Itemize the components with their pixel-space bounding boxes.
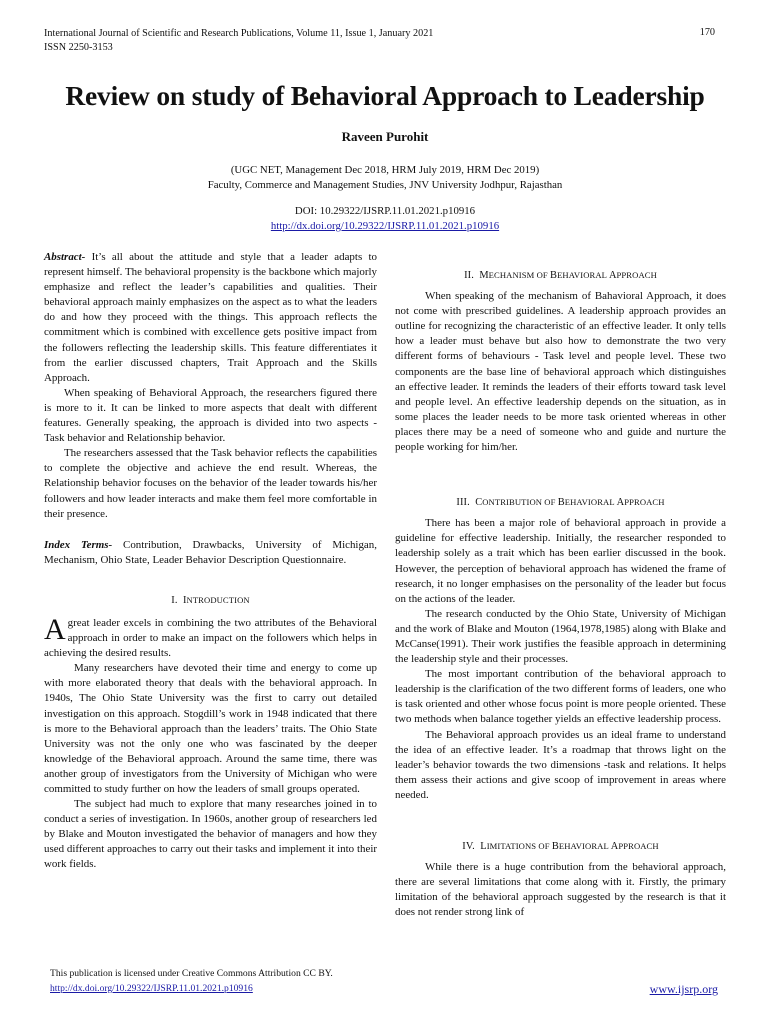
intro-paragraph-1: Agreat leader excels in combining the two attributes of the Behavioral approach in order to make an impact on the followers which helps in achieving the desired results. [44,612,377,660]
section-heading-introduction: I. INTRODUCTION [171,594,250,606]
contribution-paragraph-4: The Behavioral approach provides us an ideal frame to understand the idea of an effective leader. It’s a roadmap that throws light on the leader’s behavior towards the two dimensions -task and relations. It helps them assess their actions and give scoop of improvement in areas where needed. [395,728,726,801]
section-heading-mechanism: II. MECHANISM OF BEHAVIORAL APPROACH [464,270,657,281]
page-number: 170 [699,27,715,38]
contribution-paragraph-2: The research conducted by the Ohio State, University of Michigan and the work of Blake and Mouton (1964,1978,1985) along with Blake and McCanse(1991). Their work justifies the feasible approach in determining the leadership style and their processes. [395,607,726,666]
intro-paragraph-3: The subject had much to explore that many researches joined in to conduct a series of investigation. In 1960s, another group of researchers led by Blake and Mouton investigated the behavior of managers and how they used different approaches to carry out their tasks and implement it into their work fields. [44,798,377,871]
limitations-paragraph-1: While there is a huge contribution from the behavioral approach, there are several limitations that come along with it. Firstly, the primary limitation of the behavioral approach suggested by the research is that it does not render strong link of [395,861,726,919]
affiliation [0,163,770,193]
index-terms: Index Terms- Contribution, Drawbacks, University of Michigan, Mechanism, Ohio State, Leader Behavior Description Questionnaire. [44,538,377,566]
paper-title: Review on study of Behavioral Approach to Leadership [65,80,705,111]
author-name: Raveen Purohit [341,129,429,144]
doi-link[interactable]: http://dx.doi.org/10.29322/IJSRP.11.01.2021.p10916 [270,220,500,232]
drop-cap: A [44,612,66,646]
index-terms-label: Index Terms- [44,538,113,551]
doi-block [0,204,770,234]
issn: ISSN 2250-3153 [44,41,113,53]
license-text: This publication is licensed under Creative Commons Attribution CC BY. [50,968,333,979]
intro-paragraph-2: Many researchers have devoted their time and energy to come up with more elaborated theory that deals with the behavioral approach. In 1940s, The Ohio State University was the first to carry out detailed investigation on this approach. Stogdill’s work in 1948 indicated that there is more to the Behavioral approach than the leaders’ traits. The Ohio State University was not the only one who was fascinated by the deeper knowledge of the Behavioral approach. Around the same time, there was another group of investigators from the University of Michigan who were committed to study further on how the leaders of small groups operated. [44,662,377,795]
affiliation-line-2: Faculty, Commerce and Management Studies, JNV University Jodhpur, Rajasthan [207,179,563,191]
footer-doi-link[interactable]: http://dx.doi.org/10.29322/IJSRP.11.01.2021.p10916 [50,983,253,994]
website [650,982,718,997]
abstract-paragraph-1: Abstract- It’s all about the attitude and style that a leader adapts to represent himself. The behavioral propensity is the backbone which majorly emphasize and reflect the leader’s capabilities and qualities. Their behavioral approach mainly emphasizes on the aspect as to what the leaders do and how they proceed with the things. This approach reflects the commitment which is combined with excellence gets positive impact from the followers reflecting the leadership skills. This feature differentiates it from the earlier discussed chapters, Trait Approach and the Skills Approach. [44,251,377,384]
website-link[interactable]: www.ijsrp.org [649,982,718,996]
contribution-paragraph-1: There has been a major role of behavioral approach in provide a guideline for effective leadership. Initially, the researcher responded to leadership solely as a trait which has been earlier discussed in the book. However, the perception of behavioral approach has widened the frame of research, it no longer emphasises on the personality of the leader but focus on the actions of the leader. [395,517,726,605]
abstract-paragraph-2: When speaking of Behavioral Approach, the researchers figured there is more to it. It can be linked to more aspects that dealt with different features. Generally speaking, the approach is divided into two aspects - Task behavior and Relationship behavior. [44,386,377,445]
contribution-paragraph-3: The most important contribution of the behavioral approach to leadership is the clarification of the two different forms of leaders, one who is task oriented and other whose focus point is more people oriented. These two methods when balance together yields an effective leadership process. [395,668,726,726]
affiliation-line-1: (UGC NET, Management Dec 2018, HRM July 2019, HRM Dec 2019) [230,164,540,176]
page-footer [50,966,333,996]
section-heading-contribution: III. CONTRIBUTION OF BEHAVIORAL APPROACH [456,497,665,509]
abstract-label: Abstract- [44,251,86,263]
abstract-paragraph-3: The researchers assessed that the Task behavior reflects the capabilities to complete the objective and achieve the end result. Whereas, the Relationship behavior focuses on the behavior of the leader towards his/her followers and how leader interacts and make them feel more comfortable in their presence. [44,447,377,520]
doi-text: DOI: 10.29322/IJSRP.11.01.2021.p10916 [294,205,476,217]
right-column [395,268,726,920]
left-column [44,250,377,873]
journal-name: International Journal of Scientific and Research Publications, Volume 11, Issue 1, January 2021 [44,28,434,39]
running-header [44,27,433,54]
section-heading-limitations: IV. LIMITATIONS OF BEHAVIORAL APPROACH [462,841,659,852]
mechanism-paragraph-1: When speaking of the mechanism of Bahavioral Approach, it does not come with prescribed guidelines. A leadership approach provides an outline for recognizing the characteristic of an effective leader. It only tells how a leader must behave but also how to demonstrate the two very different forms of behaviours - Task level and people level. These two components are the base line of behavioral approach which distinguishes an effective leader. It reminds the leaders of their efforts toward task level and people level. An effective leadership depends on the situation, as in some places the leader needs to be more task oriented whereas in other places there may be a need of someone who and guide and nurture the people working for him/her. [395,290,726,454]
